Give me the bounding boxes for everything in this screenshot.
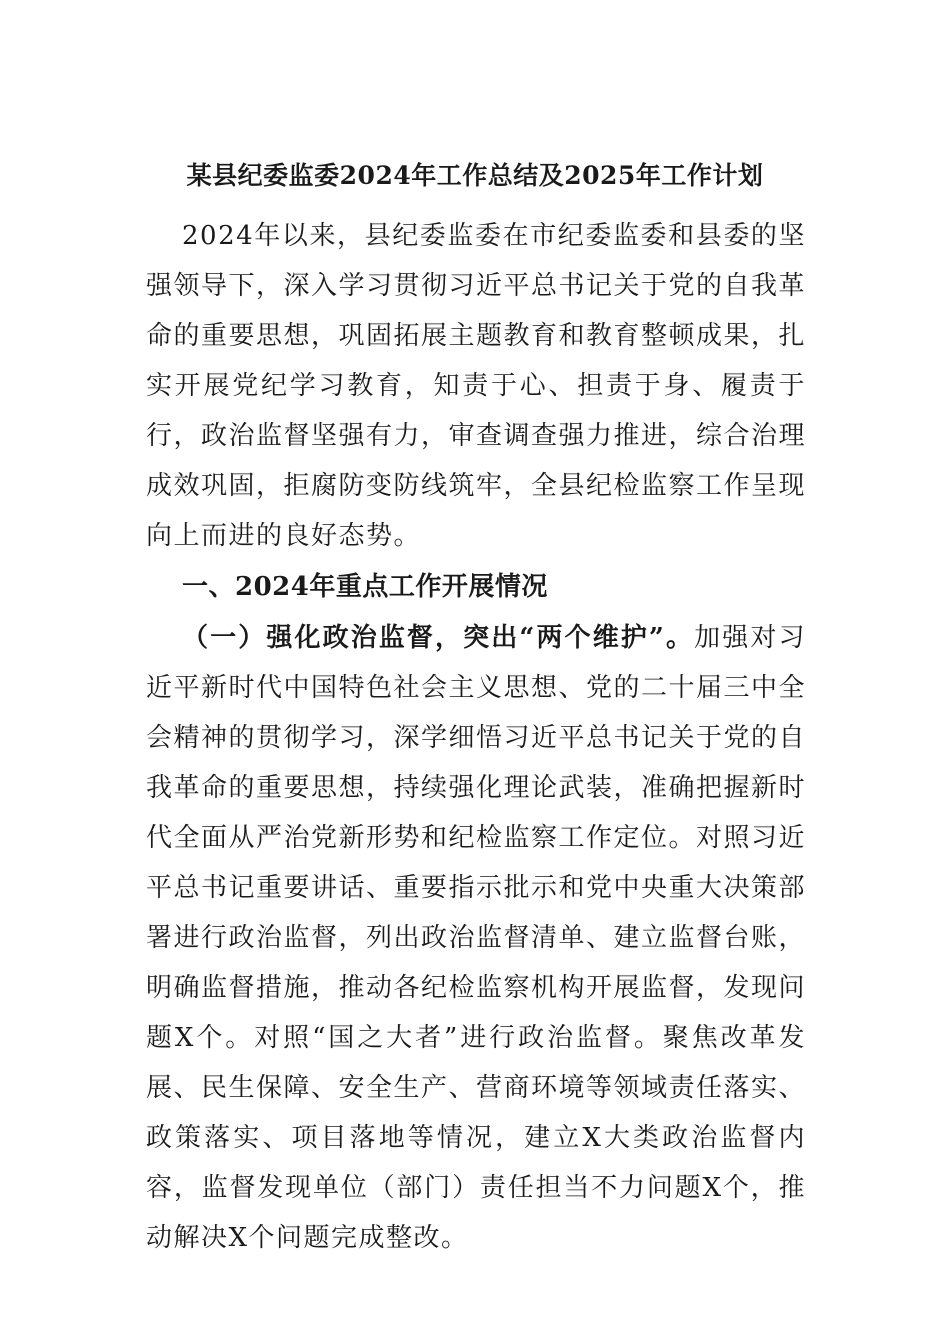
subsection-paragraph-1 (146, 613, 806, 1263)
document-title: 某县纪委监委2024年工作总结及2025年工作计划 (186, 161, 764, 190)
section-heading-1: 一、2024年重点工作开展情况 (182, 572, 548, 602)
intro-paragraph: 2024年以来，县纪委监委在市纪委监委和县委的坚强领导下，深入学习贯彻习近平总书记关于党的自我革命的重要思想，巩固拓展主题教育和教育整顿成果，扎实开展党纪学习教育，知责于心、担责于身、履责于行，政治监督坚强有力，审查调查强力推进，综合治理成效巩固，拒腐防变防线筑牢，全县纪检监察工作呈现向上而进的良好态势。 (146, 221, 807, 551)
subsection-body-1: 加强对习近平新时代中国特色社会主义思想、党的二十届三中全会精神的贯彻学习，深学细悟习近平总书记关于党的自我革命的重要思想，持续强化理论武装，准确把握新时代全面从严治党新形势和纪检监察工作定位。对照习近平总书记重要讲话、重要指示批示和党中央重大决策部署进行政治监督，列出政治监督清单、建立监督台账，明确监督措施，推动各纪检监察机构开展监督，发现问题X个。对照“国之大者”进行政治监督。聚焦改革发展、民生保障、安全生产、营商环境等领域责任落实、政策落实、项目落地等情况，建立X大类政治监督内容，监督发现单位（部门）责任担当不力问题X个，推动解决X个问题完成整改。 (146, 623, 807, 1253)
subsection-heading-1: （一）强化政治监督，突出“两个维护”。 (182, 623, 695, 653)
